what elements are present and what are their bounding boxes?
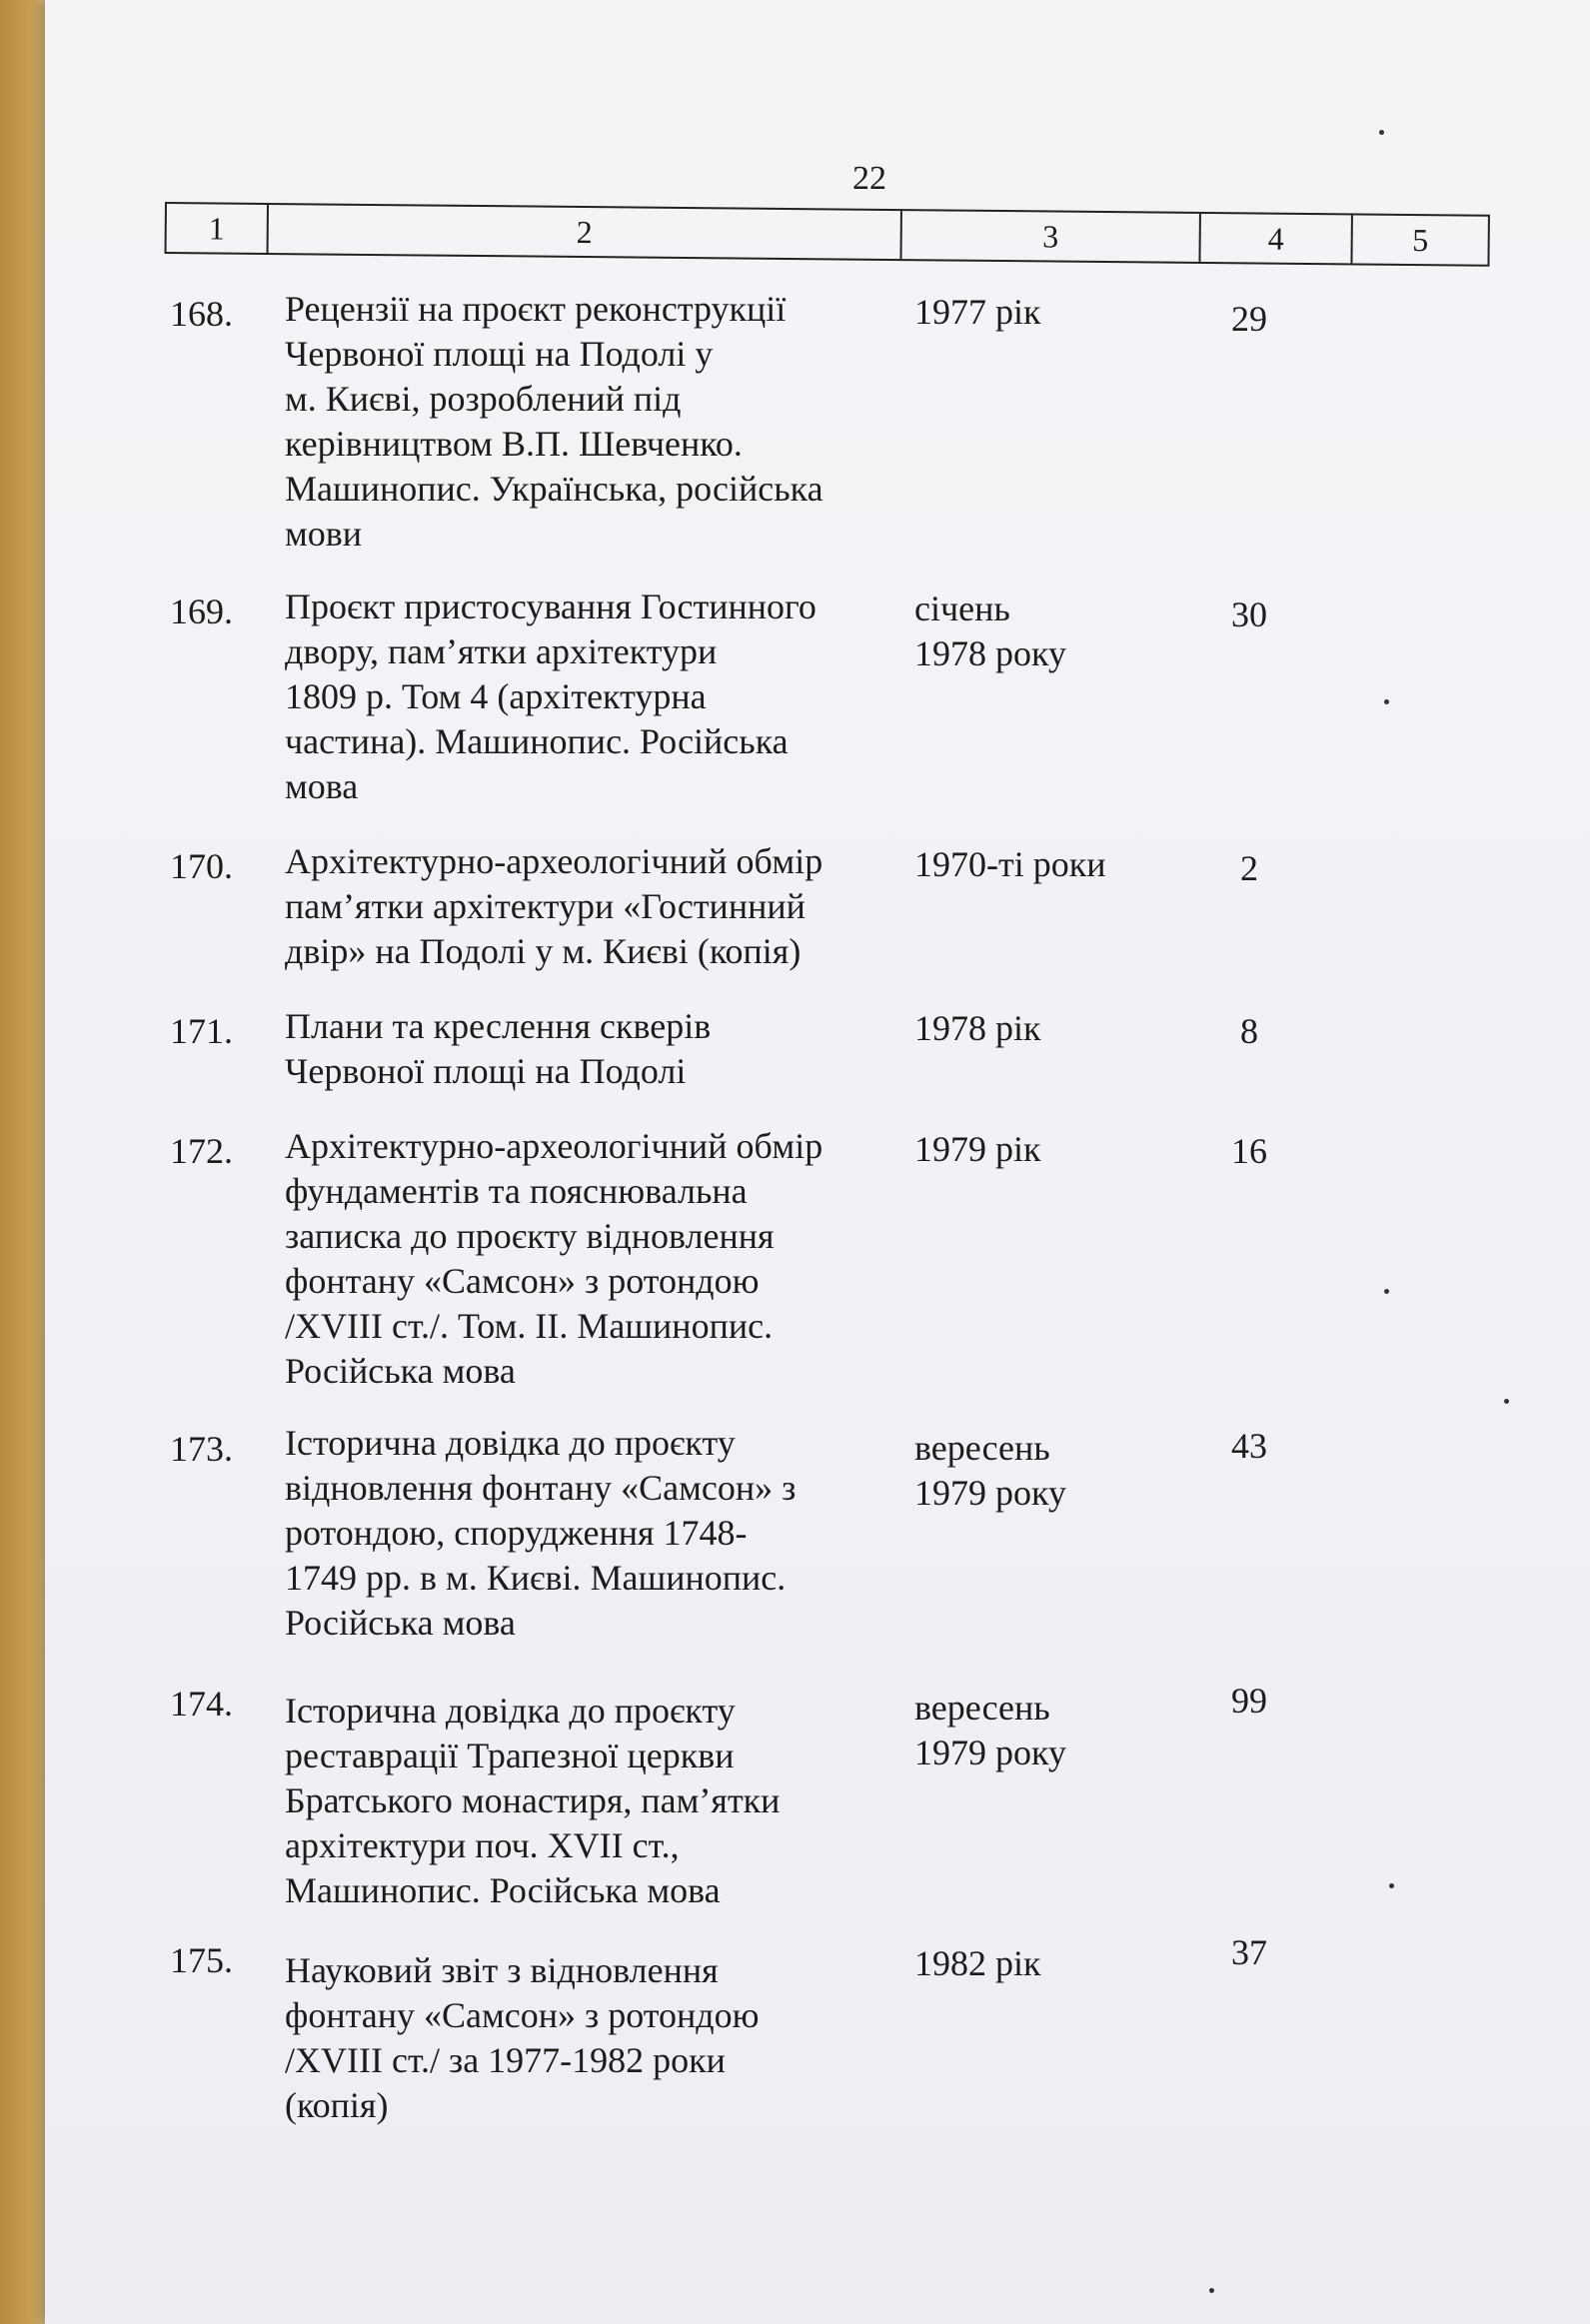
scan-speck xyxy=(1209,2288,1214,2293)
entry-count: 37 xyxy=(1231,1932,1267,1972)
date-line: січень xyxy=(914,588,1010,628)
title-line: фонтану «Самсон» з ротондою xyxy=(285,1261,760,1301)
entry-title xyxy=(285,584,924,809)
entry-count: 30 xyxy=(1231,594,1267,634)
entry-date xyxy=(914,1426,1174,1516)
title-line: записка до проєкту відновлення xyxy=(285,1216,775,1256)
entry-date xyxy=(914,1006,1174,1051)
title-line: Червоної площі на Подолі xyxy=(285,1051,687,1091)
scan-speck xyxy=(1504,1399,1509,1404)
entry-title xyxy=(285,1004,924,1094)
title-line: керівництвом В.П. Шевченко. xyxy=(285,424,743,464)
title-line: реставрації Трапезної церкви xyxy=(285,1736,735,1775)
scan-speck xyxy=(1384,1289,1389,1294)
date-line: вересень xyxy=(914,1688,1050,1728)
title-line: Проєкт пристосування Гостинного xyxy=(285,586,816,626)
entry-title xyxy=(285,1124,924,1394)
title-line: ротондою, спорудження 1748- xyxy=(285,1513,748,1553)
entry-date xyxy=(914,1127,1174,1172)
header-col-3: 3 xyxy=(901,211,1200,262)
table-header xyxy=(165,202,1490,267)
date-line: 1979 рік xyxy=(914,1129,1041,1169)
title-line: /XVIII ст./. Том. II. Машинопис. xyxy=(285,1306,774,1346)
document-page xyxy=(45,0,1590,2324)
entry-date xyxy=(914,586,1174,676)
entry-date xyxy=(914,842,1174,887)
title-line: фонтану «Самсон» з ротондою xyxy=(285,1995,760,2035)
entry-number: 168. xyxy=(170,294,233,334)
title-line: Архітектурно-археологічний обмір xyxy=(285,841,823,881)
entry-title xyxy=(285,839,924,974)
title-line: Братського монастиря, пам’ятки xyxy=(285,1780,781,1820)
date-line: 1979 року xyxy=(914,1473,1066,1513)
entry-number: 169. xyxy=(170,591,233,631)
title-line: двір» на Подолі у м. Києві (копія) xyxy=(285,931,801,971)
entry-title xyxy=(285,1689,924,1913)
header-col-2: 2 xyxy=(269,205,902,259)
date-line: вересень xyxy=(914,1428,1050,1468)
title-line: Архітектурно-археологічний обмір xyxy=(285,1126,823,1166)
title-line: пам’ятки архітектури «Гостинний xyxy=(285,886,805,926)
title-line: Рецензії на проєкт реконструкції xyxy=(285,289,787,329)
date-line: 1979 року xyxy=(914,1733,1066,1772)
entry-count: 29 xyxy=(1231,299,1267,339)
title-line: /XVIII ст./ за 1977-1982 роки xyxy=(285,2040,726,2080)
scan-speck xyxy=(1384,699,1389,704)
entry-date xyxy=(914,290,1174,335)
entry-number: 171. xyxy=(170,1011,233,1051)
title-line: відновлення фонтану «Самсон» з xyxy=(285,1468,796,1508)
title-line: Російська мова xyxy=(285,1603,516,1643)
title-line: Плани та креслення скверів xyxy=(285,1006,712,1046)
entry-count: 43 xyxy=(1231,1426,1267,1466)
entry-count: 8 xyxy=(1240,1011,1258,1051)
title-line: архітектури поч. XVII ст., xyxy=(285,1825,680,1865)
title-line: Історична довідка до проєкту xyxy=(285,1423,736,1463)
entry-number: 173. xyxy=(170,1429,233,1469)
title-line: Науковий звіт з відновлення xyxy=(285,1950,719,1990)
scan-speck xyxy=(1379,130,1384,135)
entry-count: 16 xyxy=(1231,1131,1267,1171)
title-line: Машинопис. Українська, російська xyxy=(285,469,823,509)
date-line: 1978 року xyxy=(914,633,1066,673)
entry-title xyxy=(285,1948,924,2128)
header-col-5: 5 xyxy=(1412,221,1429,258)
title-line: мови xyxy=(285,514,363,554)
entry-title xyxy=(285,287,924,557)
title-line: 1809 р. Том 4 (архітектурна xyxy=(285,676,707,716)
header-col-1: 1 xyxy=(167,204,269,253)
entry-number: 174. xyxy=(170,1684,233,1724)
title-line: двору, пам’ятки архітектури xyxy=(285,631,718,671)
entry-count: 2 xyxy=(1240,848,1258,888)
date-line: 1978 рік xyxy=(914,1008,1041,1048)
title-line: 1749 рр. в м. Києві. Машинопис. xyxy=(285,1558,787,1598)
entry-count: 99 xyxy=(1231,1681,1267,1721)
title-line: Історична довідка до проєкту xyxy=(285,1691,736,1731)
entry-date xyxy=(914,1941,1174,1986)
title-line: Червоної площі на Подолі у xyxy=(285,334,714,374)
header-col-4: 4 xyxy=(1200,214,1352,263)
page-number: 22 xyxy=(852,160,886,197)
title-line: фундаментів та пояснювальна xyxy=(285,1171,748,1211)
title-line: мова xyxy=(285,766,359,806)
entry-number: 170. xyxy=(170,846,233,886)
title-line: Російська мова xyxy=(285,1351,516,1391)
date-line: 1982 рік xyxy=(914,1943,1041,1983)
title-line: (копія) xyxy=(285,2085,389,2125)
date-line: 1977 рік xyxy=(914,292,1041,332)
title-line: частина). Машинопис. Російська xyxy=(285,721,789,761)
scan-speck xyxy=(1389,1883,1394,1888)
entry-title xyxy=(285,1421,924,1646)
date-line: 1970-ті роки xyxy=(914,844,1106,884)
title-line: Машинопис. Російська мова xyxy=(285,1870,721,1910)
entry-number: 175. xyxy=(170,1940,233,1980)
title-line: м. Києві, розроблений під xyxy=(285,379,682,419)
entry-date xyxy=(914,1686,1174,1775)
entry-number: 172. xyxy=(170,1131,233,1171)
